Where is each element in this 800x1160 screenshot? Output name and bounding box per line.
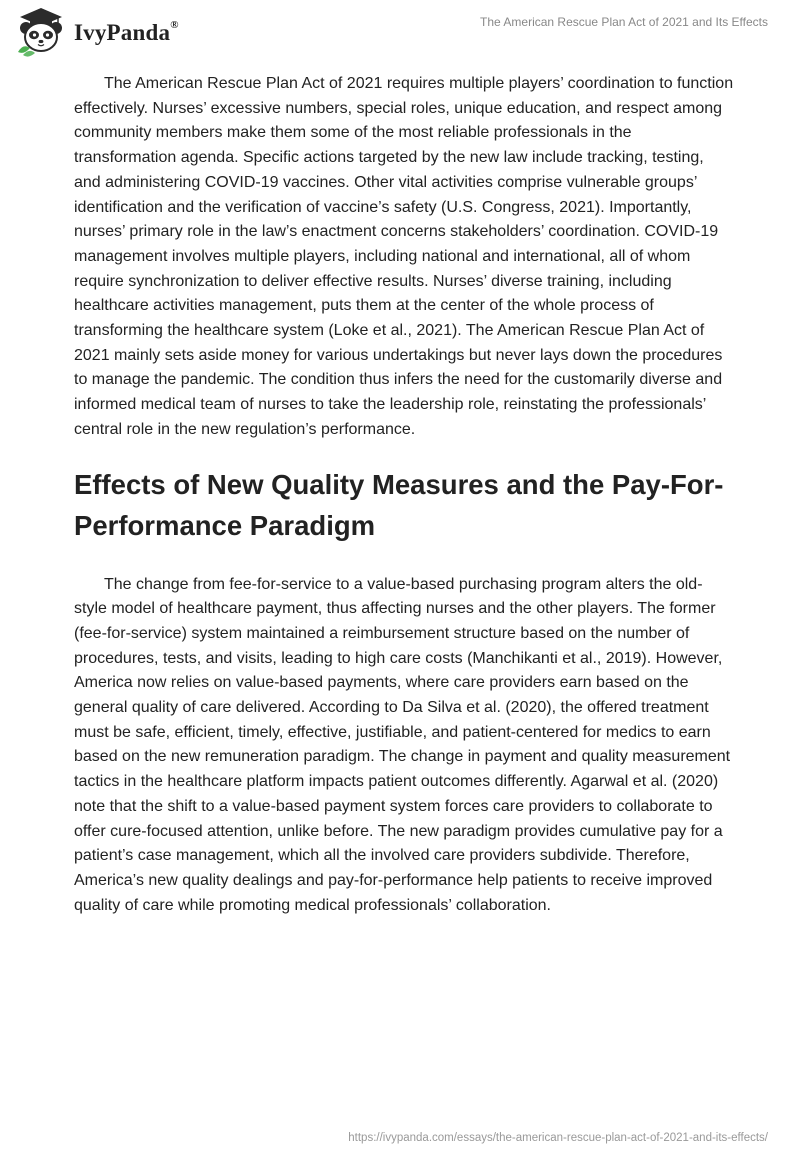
- document-title: The American Rescue Plan Act of 2021 and Its Effects: [480, 15, 768, 29]
- paragraph-2: The change from fee-for-service to a value-based purchasing program alters the old-style model of healthcare payment, thus affecting nurses and the other players. The former (fee-for-service) system maintained a reimbursement structure based on the number of procedures, tests, and visits, leading to high care costs (Manchikanti et al., 2019). However, America now relies on value-based payments, where care providers earn based on the general quality of care delivered. According to Da Silva et al. (2020), the offered treatment must be safe, efficient, timely, effective, justifiable, and patient-centered for medics to earn based on the new remuneration paradigm. The change in payment and quality measurement tactics in the healthcare platform impacts patient outcomes differently. Agarwal et al. (2020) note that the shift to a value-based payment system forces care providers to collaborate to offer cure-focused attention, unlike before. The new paradigm provides cumulative pay for a patient’s case management, which all the involved care providers subdivide. Therefore, America’s new quality dealings and pay-for-performance help patients to receive improved quality of care while promoting medical professionals’ collaboration.: [74, 575, 731, 914]
- registered-mark: ®: [170, 19, 179, 32]
- brand-name: [74, 20, 179, 46]
- brand-label: IvyPanda: [74, 20, 171, 45]
- essay-content: [74, 72, 734, 918]
- source-url[interactable]: https://ivypanda.com/essays/the-american-rescue-plan-act-of-2021-and-its-effects/: [348, 1132, 768, 1144]
- ivypanda-logo[interactable]: [14, 6, 179, 58]
- paragraph-1: The American Rescue Plan Act of 2021 requires multiple players’ coordination to function effectively. Nurses’ excessive numbers, special roles, unique education, and respect among community members make them some of the most reliable professionals in the transformation agenda. Specific actions targeted by the new law include tracking, testing, and administering COVID-19 vaccines. Other vital activities comprise vulnerable groups’ identification and the verification of vaccine’s safety (U.S. Congress, 2021). Importantly, nurses’ primary role in the law’s enactment concerns stakeholders’ coordination. COVID-19 management involves multiple players, including national and international, all of whom require synchronization to deliver effective results. Nurses’ diverse training, including healthcare activities management, puts them at the center of the whole process of transforming the healthcare system (Loke et al., 2021). The American Rescue Plan Act of 2021 mainly sets aside money for various undertakings but never lays down the procedures to manage the pandemic. The condition thus infers the need for the customarily diverse and informed medical team of nurses to take the leadership role, reinstating the professionals’ central role in the new regulation’s performance.: [74, 75, 734, 438]
- page-header: [0, 0, 800, 60]
- section-heading: Effects of New Quality Measures and the Pay-For-Performance Paradigm: [74, 468, 724, 541]
- panda-graduate-icon: [14, 6, 68, 58]
